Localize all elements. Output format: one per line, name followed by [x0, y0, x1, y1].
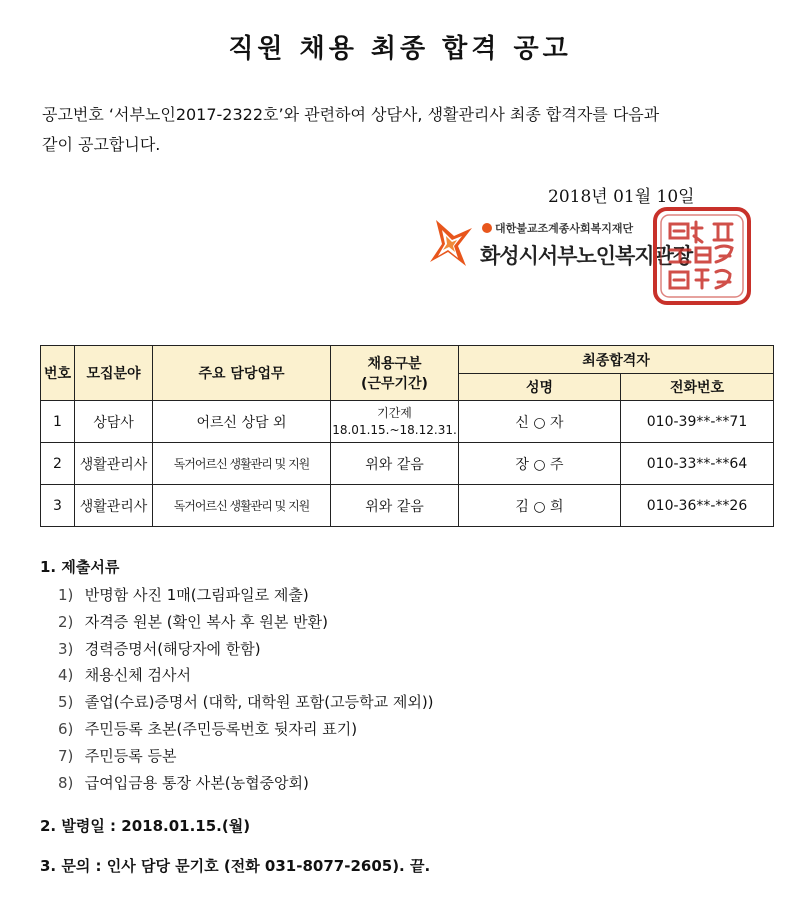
row-no: 2	[41, 443, 75, 485]
row-phone: 010-39**-**71	[621, 401, 774, 443]
row-type-line2: 18.01.15.~18.12.31.	[332, 422, 457, 437]
list-item	[58, 716, 434, 743]
organization-name: 화성시서부노인복지관장	[480, 244, 693, 268]
list-item-text: 경력증명서(해당자에 한함)	[84, 639, 261, 658]
header-name: 성명	[459, 374, 621, 401]
table-row	[41, 485, 774, 527]
list-item-number: 3)	[58, 639, 74, 658]
header-phone: 전화번호	[621, 374, 774, 401]
list-item	[58, 689, 434, 716]
list-item-number: 8)	[58, 773, 74, 792]
row-field: 생활관리사	[75, 443, 153, 485]
list-item-text: 졸업(수료)증명서 (대학, 대학원 포함(고등학교 제외))	[84, 693, 434, 712]
foundation-name	[482, 220, 633, 236]
foundation-dot-icon	[482, 223, 492, 233]
row-field: 상담사	[75, 401, 153, 443]
organization-logo	[428, 214, 693, 274]
table-row	[41, 401, 774, 443]
header-no: 번호	[41, 346, 75, 401]
header-duty: 주요 담당업무	[153, 346, 331, 401]
list-item	[58, 609, 434, 636]
header-type-line1: 채용구분	[367, 356, 422, 372]
header-type	[331, 346, 459, 401]
row-phone: 010-36**-**26	[621, 485, 774, 527]
intro-line-1: 공고번호 ‘서부노인2017-2322호’와 관련하여 상담사, 생활관리사 최종 합격자를 다음과	[42, 105, 660, 124]
list-item	[58, 636, 434, 663]
list-item-number: 6)	[58, 719, 74, 738]
documents-heading: 1. 제출서류	[40, 558, 120, 576]
documents-list	[58, 582, 434, 796]
list-item-text: 반명함 사진 1매(그림파일로 제출)	[84, 586, 309, 604]
list-item-number: 7)	[58, 746, 74, 765]
header-final: 최종합격자	[459, 346, 774, 374]
row-duty: 독거어르신 생활관리 및 지원	[153, 443, 331, 485]
list-item	[58, 770, 434, 797]
list-item-text: 주민등록 초본(주민등록번호 뒷자리 표기)	[84, 719, 358, 738]
intro-line-2: 같이 공고합니다.	[42, 135, 161, 154]
row-phone: 010-33**-**64	[621, 443, 774, 485]
row-duty: 독거어르신 생활관리 및 지원	[153, 485, 331, 527]
row-type: 위와 같음	[331, 443, 459, 485]
list-item-number: 5)	[58, 693, 74, 712]
row-no: 3	[41, 485, 75, 527]
row-duty: 어르신 상담 외	[153, 401, 331, 443]
list-item-number: 2)	[58, 612, 74, 631]
list-item	[58, 662, 434, 689]
list-item-text: 자격증 원본 (확인 복사 후 원본 반환)	[84, 612, 328, 631]
intro-paragraph	[42, 100, 772, 160]
row-type	[331, 401, 459, 443]
flame-logo-icon	[428, 216, 474, 268]
page-title: 직원 채용 최종 합격 공고	[228, 34, 572, 64]
row-no: 1	[41, 401, 75, 443]
row-name: 신 ○ 자	[459, 401, 621, 443]
appointment-date: 2. 발령일 : 2018.01.15.(월)	[40, 817, 251, 835]
row-type: 위와 같음	[331, 485, 459, 527]
header-field: 모집분야	[75, 346, 153, 401]
official-seal-icon	[652, 206, 752, 306]
list-item-text: 주민등록 등본	[84, 746, 177, 765]
list-item-text: 급여입금용 통장 사본(농협중앙회)	[84, 773, 309, 792]
inquiry-contact: 3. 문의 : 인사 담당 문기호 (전화 031-8077-2605). 끝.	[40, 857, 431, 875]
final-results-table	[40, 345, 774, 527]
row-name: 김 ○ 희	[459, 485, 621, 527]
row-field: 생활관리사	[75, 485, 153, 527]
list-item	[58, 743, 434, 770]
list-item	[58, 582, 434, 609]
list-item-number: 1)	[58, 586, 74, 604]
row-type-line1: 기간제	[377, 405, 412, 420]
list-item-text: 채용신체 검사서	[84, 666, 191, 685]
table-row	[41, 443, 774, 485]
announcement-date: 2018년 01월 10일	[548, 187, 695, 207]
list-item-number: 4)	[58, 666, 74, 685]
header-type-line2: (근무기간)	[361, 376, 428, 392]
row-name: 장 ○ 주	[459, 443, 621, 485]
foundation-name-text: 대한불교조계종사회복지재단	[495, 222, 634, 235]
